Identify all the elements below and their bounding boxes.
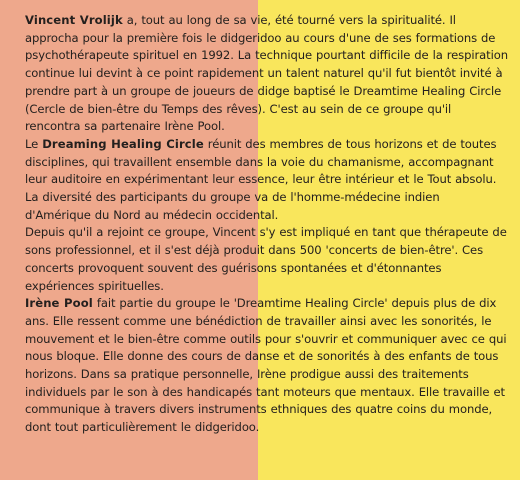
name-dreaming-healing-circle: Dreaming Healing Circle (42, 136, 204, 151)
paragraph-irene-pool (25, 295, 508, 437)
name-vincent-vrolijk: Vincent Vrolijk (25, 13, 123, 27)
biography-text-block (25, 12, 508, 437)
paragraph-text: fait partie du groupe le 'Dreamtime Healing Circle' depuis plus de dix ans. Elle ressent comme une bénédiction de travailler ainsi avec les sonorités, le mouvement et le bien-être comme outils pour s'ouvrir et communiquer avec ce qui nous bloque. Elle donne des cours de danse et de sonorités à des enfants de tous horizons. Dans sa pratique personnelle, Irène prodigue aussi des traitements individuels par le son à des handicapés tant moteurs que mentaux. Elle travaille et communique à travers divers instruments ethniques des quatre coins du monde, dont tout particulièrement le didgeridoo. (25, 296, 507, 435)
paragraph-dreaming-healing-circle (25, 136, 508, 225)
paragraph-prefix: Le (25, 136, 43, 151)
paragraph-text: Depuis qu'il a rejoint ce groupe, Vincent s'y est impliqué en tant que thérapeute de sons professionnel, et il s'est déjà produit dans 500 'concerts de bien-être'. Ces concerts provoquent souvent des guérisons spontanées et d'étonnantes expériences spirituelles. (25, 225, 507, 293)
paragraph-text: réunit des membres de tous horizons et de toutes disciplines, qui travaillent ensemble dans la voie du chamanisme, accompagnant leur auditoire en expérimentant leur essence, leur être intérieur et le Tout absolu. La diversité des participants du groupe va de l'homme-médecine indien d'Amérique du Nord au médecin occidental. (25, 136, 497, 222)
name-irene-pool: Irène Pool (25, 296, 93, 311)
paragraph-concerts (25, 224, 508, 295)
paragraph-vincent-vrolijk (25, 12, 508, 136)
paragraph-text: a, tout au long de sa vie, été tourné vers la spiritualité. Il approcha pour la première fois le didgeridoo au cours d'une de ses formations de psychothérapeute spirituel en 1992. La technique pourtant difficile de la respiration continue lui devint à ce point rapidement un talent naturel qu'il fut bientôt invité à prendre part à un groupe de joueurs de didge baptisé le Dreamtime Healing Circle (Cercle de bien-être du Temps des rêves). C'est au sein de ce groupe qu'il rencontra sa partenaire Irène Pool. (25, 13, 508, 134)
